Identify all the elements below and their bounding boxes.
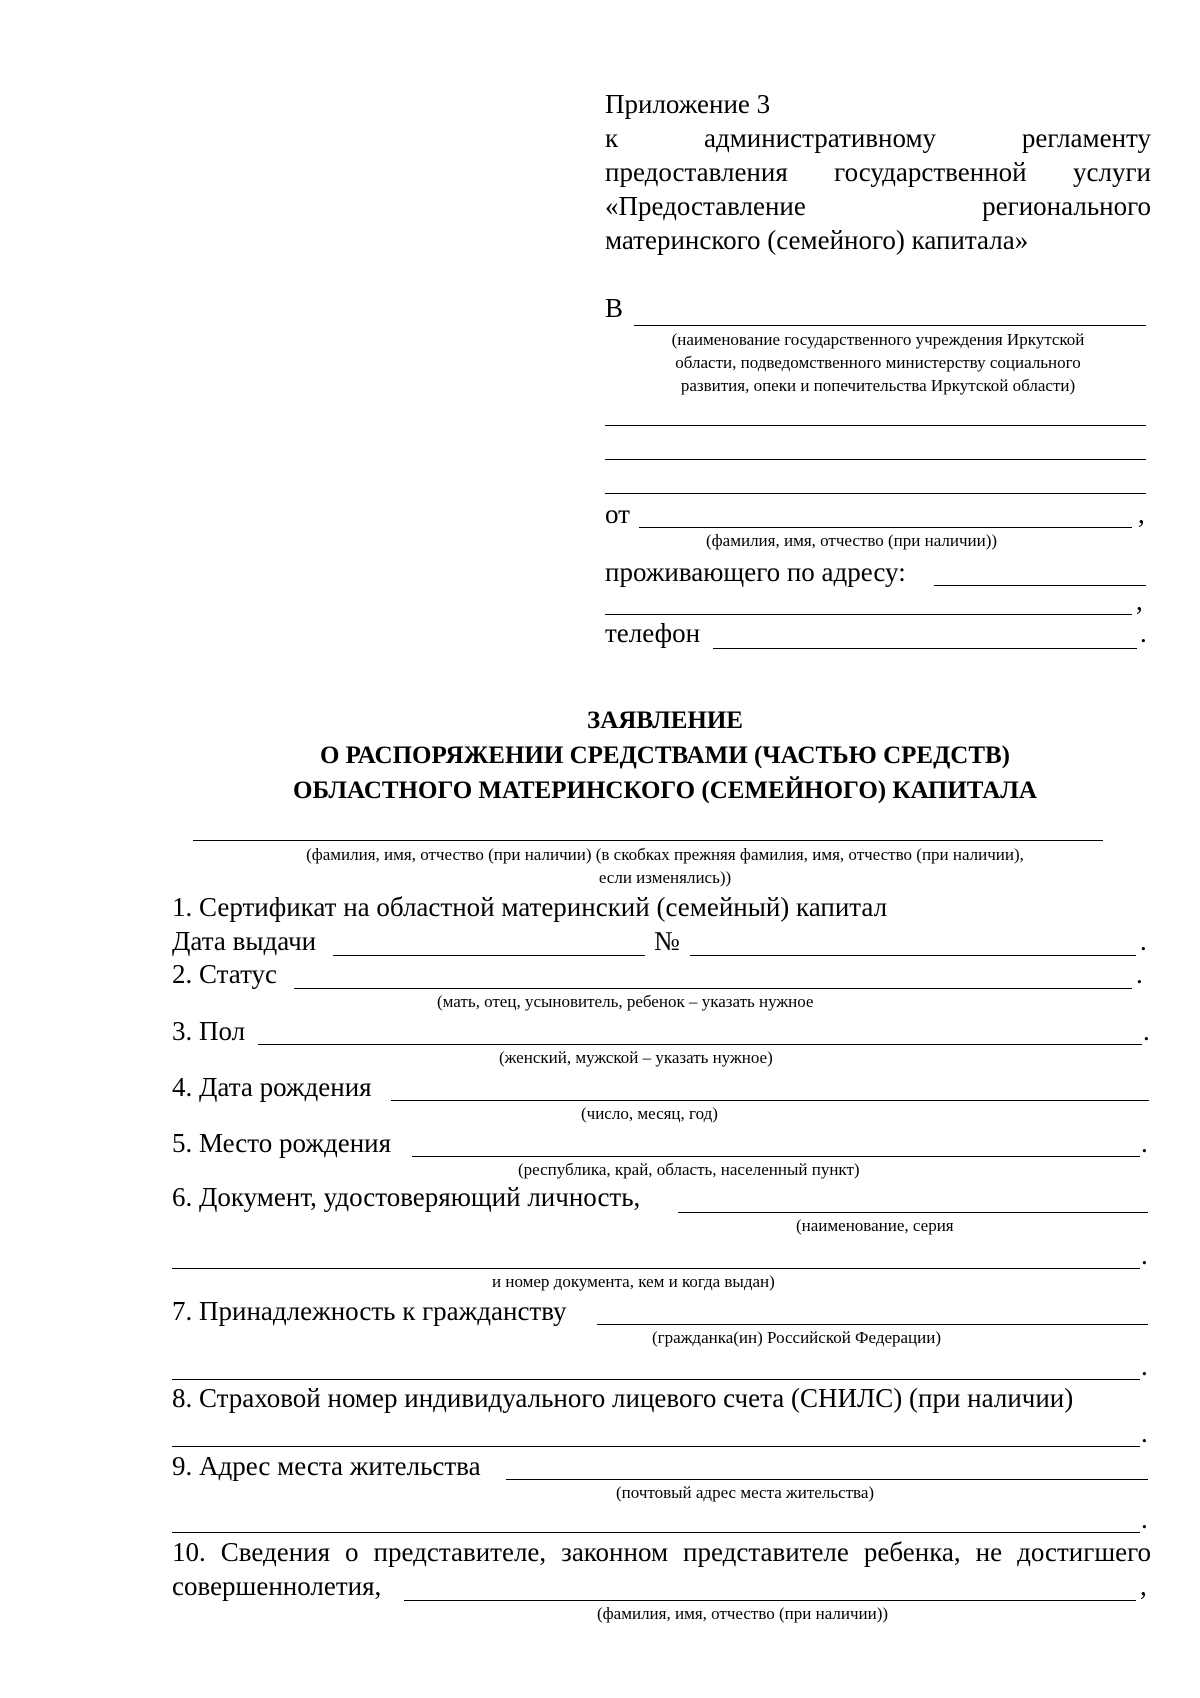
comma: , — [1138, 499, 1145, 529]
item-10-label: 10. Сведения о представителе, законном представителе ребенка, не достигшего — [172, 1537, 1151, 1567]
address-label: проживающего по адресу: — [605, 557, 906, 587]
identity-document-hint-2: и номер документа, кем и когда выдан) — [492, 1272, 775, 1291]
snils-field[interactable] — [172, 1446, 1140, 1447]
item-1-label: 1. Сертификат на областной материнский (семейный) капитал — [172, 892, 888, 922]
identity-document-hint-1: (наименование, серия — [796, 1216, 954, 1235]
item-5-label: 5. Место рождения — [172, 1128, 392, 1158]
org-hint-2: области, подведомственного министерству социального — [675, 353, 1081, 372]
dot: . — [1141, 1418, 1148, 1448]
document-subtitle-2: ОБЛАСТНОГО МАТЕРИНСКОГО (СЕМЕЙНОГО) КАПИТАЛА — [293, 777, 1037, 804]
fio-hint: (фамилия, имя, отчество (при наличии)) — [706, 531, 998, 550]
citizenship-hint: (гражданка(ин) Российской Федерации) — [652, 1328, 942, 1347]
from-label: от — [605, 499, 630, 529]
dot: . — [1143, 1016, 1150, 1046]
citizenship-field[interactable] — [597, 1324, 1148, 1325]
appendix-title: Приложение 3 — [605, 89, 771, 119]
item-8-label: 8. Страховой номер индивидуального лицевого счета (СНИЛС) (при наличии) — [172, 1383, 1074, 1413]
address-field-2[interactable] — [605, 614, 1132, 615]
dot: . — [1141, 1240, 1148, 1270]
birth-date-field[interactable] — [391, 1100, 1149, 1101]
phone-field[interactable] — [713, 648, 1137, 649]
to-label: В — [605, 293, 624, 323]
item-9-label: 9. Адрес места жительства — [172, 1451, 481, 1481]
phone-label: телефон — [605, 618, 701, 648]
item-2-label: 2. Статус — [172, 959, 277, 989]
appendix-line-1: к административному регламенту — [605, 123, 1151, 153]
document-subtitle-1: О РАСПОРЯЖЕНИИ СРЕДСТВАМИ (ЧАСТЬЮ СРЕДСТВ) — [319, 742, 1011, 769]
document-title: ЗАЯВЛЕНИЕ — [587, 707, 743, 734]
issue-date-field[interactable] — [333, 955, 645, 956]
org-hint-3: развития, опеки и попечительства Иркутской области) — [680, 376, 1076, 395]
birth-place-field[interactable] — [412, 1156, 1140, 1157]
org-extra-line-2[interactable] — [605, 459, 1146, 460]
birth-date-hint: (число, месяц, год) — [581, 1104, 718, 1123]
gender-field[interactable] — [258, 1044, 1142, 1045]
appendix-line-4: материнского (семейного) капитала» — [605, 225, 1029, 255]
applicant-hint-1: (фамилия, имя, отчество (при наличии) (в скобках прежняя фамилия, имя, отчество (при наличии), — [306, 845, 1024, 864]
number-sign: № — [654, 926, 680, 956]
representative-field[interactable] — [404, 1600, 1136, 1601]
applicant-name-field[interactable] — [193, 840, 1103, 841]
gender-hint: (женский, мужской – указать нужное) — [499, 1048, 773, 1067]
org-name-field[interactable] — [634, 325, 1146, 326]
dot: . — [1141, 1351, 1148, 1381]
appendix-line-3: «Предоставление регионального — [605, 191, 1151, 221]
identity-document-field-2[interactable] — [172, 1268, 1140, 1269]
representative-hint: (фамилия, имя, отчество (при наличии)) — [597, 1604, 889, 1623]
address-field[interactable] — [934, 585, 1146, 586]
issue-date-label: Дата выдачи — [172, 926, 317, 956]
citizenship-field-2[interactable] — [172, 1379, 1140, 1380]
dot: . — [1141, 1128, 1148, 1158]
dot: . — [1136, 959, 1143, 989]
item-10-label-2: совершеннолетия, — [172, 1571, 382, 1601]
comma: , — [1136, 586, 1143, 616]
appendix-line-2: предоставления государственной услуги — [605, 157, 1151, 187]
comma: , — [1140, 1571, 1147, 1601]
identity-document-field[interactable] — [678, 1212, 1148, 1213]
status-hint: (мать, отец, усыновитель, ребенок – указать нужное — [437, 992, 814, 1011]
residence-address-field[interactable] — [506, 1479, 1148, 1480]
dot: . — [1140, 618, 1147, 648]
org-extra-line-1[interactable] — [605, 425, 1146, 426]
item-3-label: 3. Пол — [172, 1016, 246, 1046]
item-6-label: 6. Документ, удостоверяющий личность, — [172, 1182, 641, 1212]
org-extra-line-3[interactable] — [605, 493, 1146, 494]
residence-address-hint: (почтовый адрес места жительства) — [616, 1483, 875, 1502]
residence-address-field-2[interactable] — [172, 1532, 1140, 1533]
birth-place-hint: (республика, край, область, населенный пункт) — [518, 1160, 860, 1179]
dot: . — [1141, 1504, 1148, 1534]
dot: . — [1140, 926, 1147, 956]
status-field[interactable] — [294, 988, 1132, 989]
certificate-number-field[interactable] — [690, 955, 1136, 956]
item-7-label: 7. Принадлежность к гражданству — [172, 1296, 567, 1326]
applicant-hint-2: если изменялись)) — [598, 868, 732, 887]
item-4-label: 4. Дата рождения — [172, 1072, 372, 1102]
applicant-fio-field[interactable] — [639, 527, 1132, 528]
org-hint-1: (наименование государственного учреждения Иркутской — [671, 330, 1085, 349]
